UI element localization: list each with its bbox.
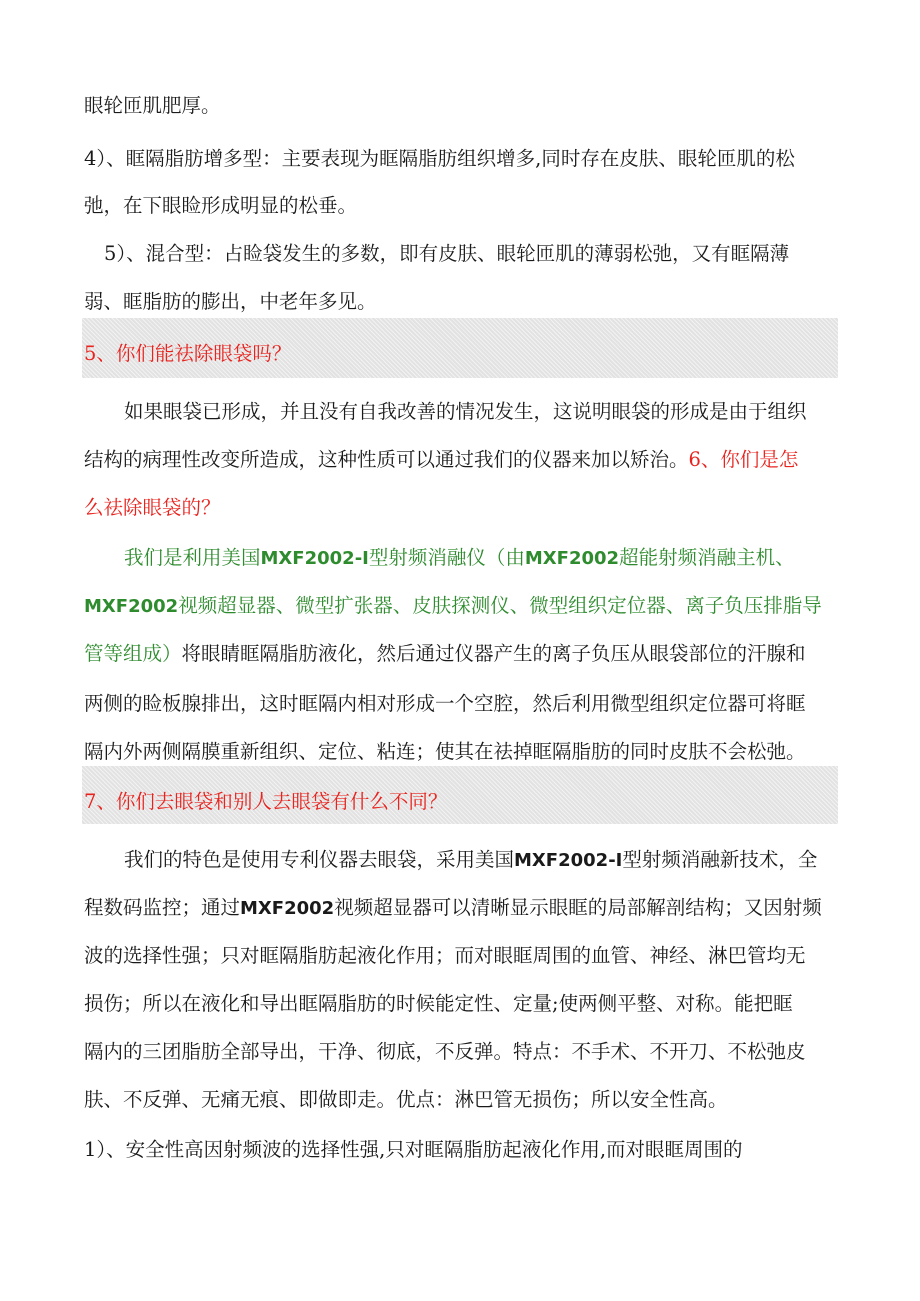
section-heading-5: 5、你们能祛除眼袋吗？ [84, 342, 292, 365]
text-run: 我们是利用美国 [124, 546, 261, 569]
text-run: 型射频消融仪（由 [368, 546, 525, 569]
model-name: MXF2002 [524, 548, 620, 569]
paragraph-line: 弛，在下眼睑形成明显的松垂。 [84, 194, 358, 217]
paragraph-line [84, 640, 844, 668]
paragraph-line: 两侧的睑板腺排出，这时眶隔内相对形成一个空腔，然后利用微型组织定位器可将眶 [84, 692, 806, 715]
paragraph-line: 波的选择性强；只对眶隔脂肪起液化作用；而对眼眶周围的血管、神经、淋巴管均无 [84, 944, 806, 967]
paragraph-line: 眼轮匝肌肥厚。 [84, 94, 221, 117]
paragraph-text: 结构的病理性改变所造成，这种性质可以通过我们的仪器来加以矫治。 [84, 448, 689, 471]
paragraph-line: 弱、眶脂肪的膨出，中老年多见。 [84, 290, 377, 313]
text-run: 程数码监控；通过 [84, 896, 241, 919]
section-heading-7: 7、你们去眼袋和别人去眼袋有什么不同？ [84, 790, 448, 813]
paragraph-line [124, 846, 884, 875]
text-run: 型射频消融新技术，全 [622, 848, 818, 871]
text-run: 视频超显器、微型扩张器、皮肤探测仪、微型组织定位器、离子负压排脂导 [178, 594, 822, 617]
model-name: MXF2002 [84, 596, 179, 617]
paragraph-line: 如果眼袋已形成，并且没有自我改善的情况发生，这说明眼袋的形成是由于组织 [124, 400, 807, 423]
paragraph-line: 肤、不反弹、无痛无痕、即做即走。优点：淋巴管无损伤；所以安全性高。 [84, 1088, 728, 1111]
section-heading-6-cont: 么祛除眼袋的？ [84, 496, 221, 519]
text-run: 将眼睛眶隔脂肪液化，然后通过仪器产生的离子负压从眼袋部位的汗腺和 [181, 642, 806, 665]
text-run: 视频超显器可以清晰显示眼眶的局部解剖结构；又因射频 [334, 896, 822, 919]
paragraph-line [84, 894, 844, 923]
paragraph-line [84, 446, 844, 474]
paragraph-line: 1）、安全性高因射频波的选择性强,只对眶隔脂肪起液化作用,而对眼眶周围的 [84, 1138, 743, 1161]
text-run: 我们的特色是使用专利仪器去眼袋，采用美国 [124, 848, 515, 871]
paragraph-line: 5）、混合型：占睑袋发生的多数，即有皮肤、眼轮匝肌的薄弱松弛，又有眶隔薄 [104, 242, 790, 265]
model-name: MXF2002-I [260, 548, 369, 569]
paragraph-line: 隔内的三团脂肪全部导出，干净、彻底，不反弹。特点：不手术、不开刀、不松弛皮 [84, 1040, 806, 1063]
paragraph-line: 损伤；所以在液化和导出眶隔脂肪的时候能定性、定量;使两侧平整、对称。能把眶 [84, 992, 793, 1015]
section-heading-6: 6、你们是怎 [688, 448, 799, 471]
text-run: 管等组成） [84, 642, 182, 665]
paragraph-line-device [84, 592, 844, 621]
model-name: MXF2002-I [514, 850, 623, 871]
text-run: 超能射频消融主机、 [619, 546, 795, 569]
paragraph-line-device [124, 544, 884, 573]
paragraph-line: 4）、眶隔脂肪增多型：主要表现为眶隔脂肪组织增多,同时存在皮肤、眼轮匝肌的松 [84, 147, 795, 170]
model-name: MXF2002 [240, 898, 335, 919]
paragraph-line: 隔内外两侧隔膜重新组织、定位、粘连；使其在祛掉眶隔脂肪的同时皮肤不会松弛。 [84, 740, 806, 763]
